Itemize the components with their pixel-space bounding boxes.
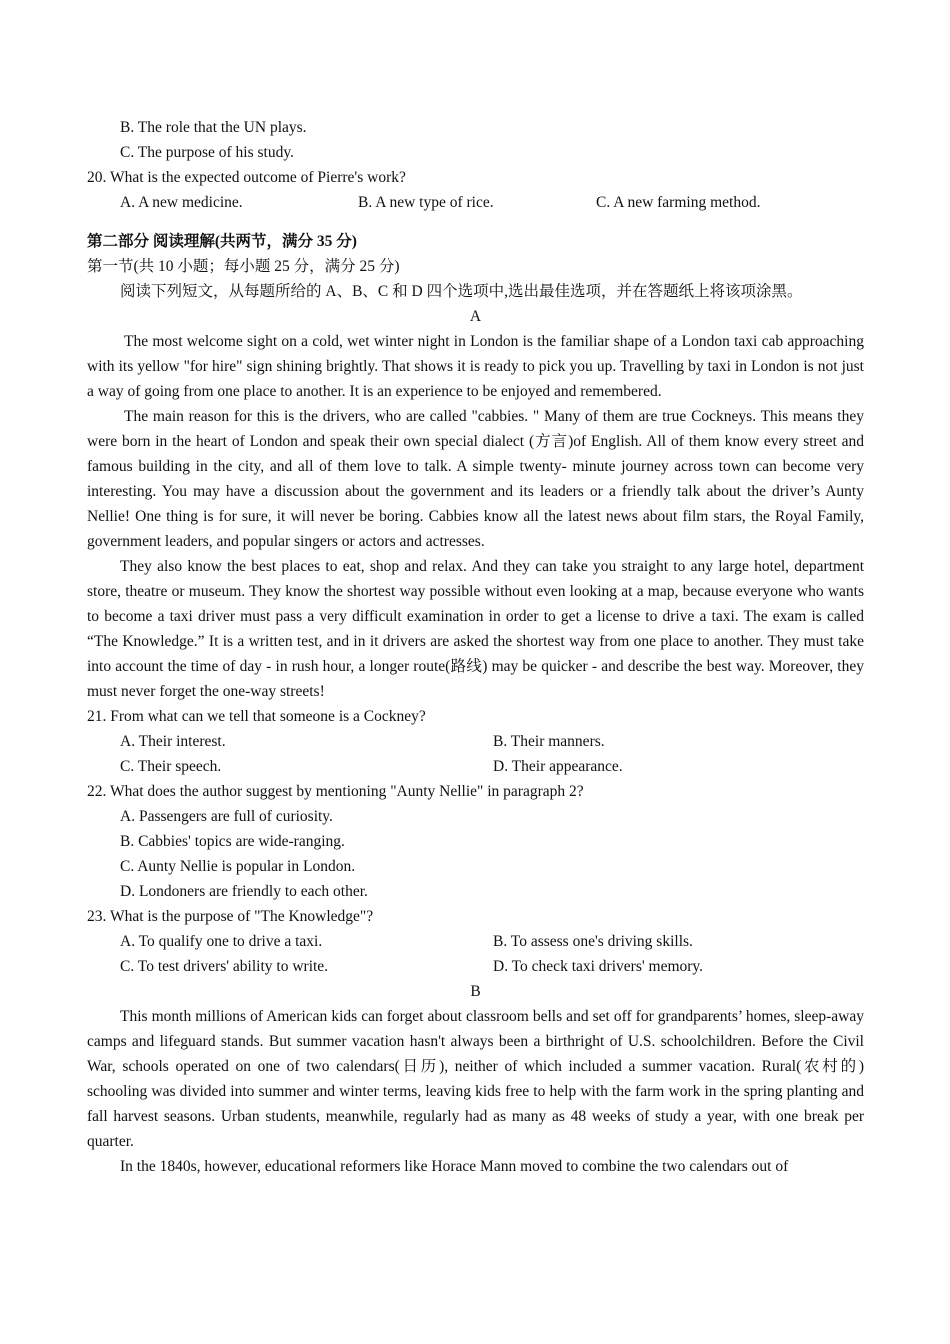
q21-option-c: C. Their speech.	[120, 758, 222, 775]
q23-options-row-2	[87, 954, 864, 979]
q20-option-c: C. A new farming method.	[596, 194, 761, 211]
exam-page	[87, 115, 864, 1179]
q22-option-d: D. Londoners are friendly to each other.	[120, 883, 368, 900]
q22-stem: 22. What does the author suggest by mentioning "Aunty Nellie" in paragraph 2?	[87, 783, 584, 800]
passage-a-label: A	[469, 308, 482, 325]
q23-option-b: B. To assess one's driving skills.	[493, 933, 693, 950]
q20-option-a: A. A new medicine.	[120, 194, 243, 211]
section2-subtitle: 第一节(共 10 小题；每小题 25 分，满分 25 分)	[87, 258, 400, 275]
q20-stem: 20. What is the expected outcome of Pierre's work?	[87, 169, 406, 186]
q22-option-b: B. Cabbies' topics are wide-ranging.	[120, 833, 345, 850]
q21-options-row-2	[87, 754, 864, 779]
q21-option-a: A. Their interest.	[120, 733, 226, 750]
q20-option-b: B. A new type of rice.	[358, 194, 494, 211]
q23-option-a: A. To qualify one to drive a taxi.	[120, 933, 323, 950]
section2-title: 第二部分 阅读理解(共两节，满分 35 分)	[87, 233, 357, 250]
q21-options-row-1	[87, 729, 864, 754]
q21-option-d: D. Their appearance.	[493, 758, 623, 775]
q20-options	[87, 190, 864, 215]
q23-option-c: C. To test drivers' ability to write.	[120, 958, 329, 975]
q23-option-d: D. To check taxi drivers' memory.	[493, 958, 704, 975]
passage-a-paragraph-1: The most welcome sight on a cold, wet winter night in London is the familiar shape of a London taxi cab approaching with its yellow "for hire" sign shining brightly. That shows it is ready to pick you up. Travelling by taxi in London is not just a way of going from one place to another. It is an experience to be enjoyed and remembered.	[87, 333, 864, 400]
q21-stem: 21. From what can we tell that someone is a Cockney?	[87, 708, 426, 725]
passage-b-paragraph-1: This month millions of American kids can forget about classroom bells and set off for grandparents’ homes, sleep-away camps and lifeguard stands. But summer vacation hasn't always been a birthright of U.S. schoolchildren. Before the Civil War, schools operated on one of two calendars(日历), neither of which included a summer vacation. Rural(农村的) schooling was divided into summer and winter terms, leaving kids free to help with the farm work in the spring planting and fall harvest seasons. Urban students, meanwhile, regularly had as many as 48 weeks of study a year, with one break per quarter.	[87, 1008, 864, 1150]
q22-option-c: C. Aunty Nellie is popular in London.	[120, 858, 356, 875]
q19-option-b: B. The role that the UN plays.	[120, 119, 307, 136]
q23-options-row-1	[87, 929, 864, 954]
passage-a-paragraph-2: The main reason for this is the drivers, who are called "cabbies. " Many of them are true Cockneys. This means they were born in the heart of London and speak their own special dialect (方言)of English. All of them know every street and famous building in the city, and all of them love to talk. A simple twenty- minute journey across town can become very interesting. You may have a discussion about the government and its leaders or a friendly talk about the driver’s Aunty Nellie! One thing is for sure, it will never be boring. Cabbies know all the latest news about film stars, the Royal Family, government leaders, and popular singers or actors and actresses.	[87, 408, 864, 550]
q19-option-c: C. The purpose of his study.	[120, 144, 294, 161]
passage-a-paragraph-3: They also know the best places to eat, shop and relax. And they can take you straight to any large hotel, department store, theatre or museum. They know the shortest way possible without even looking at a map, because everyone who wants to become a taxi driver must pass a very difficult examination in order to get a license to drive a taxi. The exam is called “The Knowledge.” It is a written test, and in it drivers are asked the shortest way from one place to another. They must take into account the time of day - in rush hour, a longer route(路线) may be quicker - and describe the best way. Moreover, they must never forget the one-way streets!	[87, 558, 864, 700]
passage-b-label: B	[470, 983, 481, 1000]
section2-instruction: 阅读下列短文，从每题所给的 A、B、C 和 D 四个选项中,选出最佳选项，并在答题纸上将该项涂黑。	[120, 283, 803, 300]
q21-option-b: B. Their manners.	[493, 733, 605, 750]
q23-stem: 23. What is the purpose of "The Knowledge"?	[87, 908, 374, 925]
q22-option-a: A. Passengers are full of curiosity.	[120, 808, 333, 825]
passage-b-paragraph-2: In the 1840s, however, educational reformers like Horace Mann moved to combine the two calendars out of	[120, 1158, 789, 1175]
